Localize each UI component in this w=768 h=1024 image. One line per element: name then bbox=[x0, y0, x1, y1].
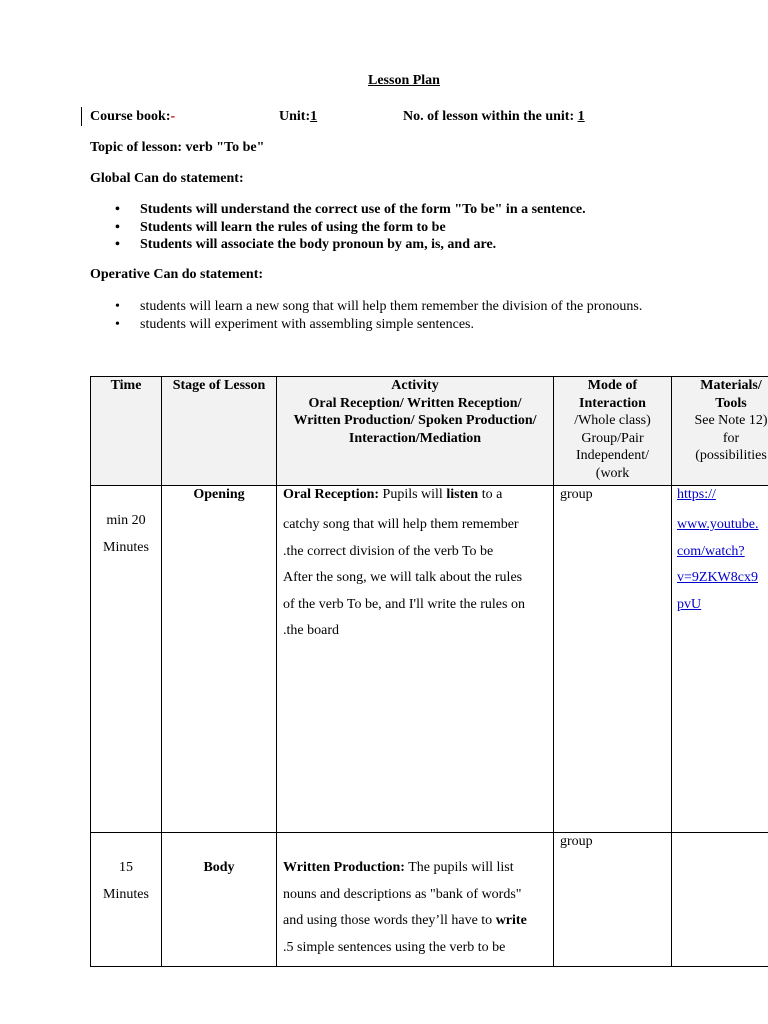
text-cursor bbox=[81, 107, 82, 126]
lesson-plan-table bbox=[90, 376, 768, 967]
list-item: • Students will understand the correct use of the form "To be" in a sentence. bbox=[115, 202, 586, 217]
table-header-row bbox=[91, 377, 768, 486]
header-activity: Activity Oral Reception/ Written Reception/ Written Production/ Spoken Production/ Interaction/Mediation bbox=[277, 377, 554, 486]
unit-value[interactable]: 1 bbox=[310, 109, 318, 124]
bullet-icon: • bbox=[115, 219, 120, 235]
list-item: • Students will learn the rules of using the form to be bbox=[115, 219, 446, 235]
table-row bbox=[91, 486, 768, 833]
row1-time: min 20 Minutes bbox=[91, 486, 162, 833]
list-item: • students will learn a new song that will help them remember the division of the pronouns. bbox=[115, 299, 643, 314]
bullet-icon: • bbox=[115, 316, 120, 332]
header-mode-of-interaction: Mode of Interaction /Whole class) Group/Pair Independent/ (work bbox=[554, 377, 672, 486]
row2-materials bbox=[672, 833, 768, 967]
operative-can-do-heading: Operative Can do statement: bbox=[90, 267, 264, 282]
topic-of-lesson: Topic of lesson: verb "To be" bbox=[90, 140, 265, 155]
header-time: Time bbox=[91, 377, 162, 486]
row1-materials bbox=[672, 486, 768, 833]
lesson-number-label: No. of lesson within the unit: bbox=[403, 109, 578, 124]
row1-stage: Opening bbox=[162, 486, 277, 833]
bullet-icon: • bbox=[115, 299, 120, 314]
global-can-do-list bbox=[90, 201, 586, 254]
youtube-link[interactable]: https:// bbox=[677, 487, 716, 502]
operative-can-do-list bbox=[90, 298, 642, 333]
unit-label: Unit: bbox=[279, 109, 311, 124]
list-item: • Students will associate the body pronoun by am, is, and are. bbox=[115, 237, 497, 252]
course-book-label: Course book: bbox=[90, 109, 171, 124]
lesson-number-value[interactable]: 1 bbox=[577, 109, 585, 124]
header-materials: Materials/ Tools See Note 12) for (possibilities bbox=[672, 377, 768, 486]
row2-time: 15 Minutes bbox=[91, 833, 162, 967]
course-book-line bbox=[90, 109, 175, 125]
bullet-icon: • bbox=[115, 237, 120, 252]
youtube-link[interactable]: v=9ZKW8cx9 bbox=[677, 570, 758, 585]
youtube-link[interactable]: pvU bbox=[677, 596, 702, 612]
row1-activity: Oral Reception: Pupils will listen to a catchy song that will help them remember .the correct division of the verb To be After the song, we will talk about the rules of the verb To be, and I'll write the rules on .the board bbox=[277, 486, 554, 833]
course-book-value[interactable]: - bbox=[170, 109, 176, 124]
row2-activity: Written Production: The pupils will list nouns and descriptions as "bank of words" and using those words they’ll have to write .5 simple sentences using the verb to be bbox=[277, 833, 554, 967]
youtube-link[interactable]: com/watch? bbox=[677, 543, 745, 559]
table-row bbox=[91, 833, 768, 967]
header-stage: Stage of Lesson bbox=[162, 377, 277, 486]
global-can-do-heading: Global Can do statement: bbox=[90, 171, 244, 186]
list-item: • students will experiment with assembling simple sentences. bbox=[115, 316, 474, 332]
row2-stage: Body bbox=[162, 833, 277, 967]
bullet-icon: • bbox=[115, 202, 120, 217]
row1-mode: group bbox=[554, 486, 672, 833]
lesson-number-line bbox=[403, 109, 585, 125]
unit-line bbox=[279, 109, 317, 125]
youtube-link[interactable]: www.youtube. bbox=[677, 517, 759, 532]
page-title: Lesson Plan bbox=[368, 73, 440, 88]
row2-mode: group bbox=[554, 833, 672, 967]
